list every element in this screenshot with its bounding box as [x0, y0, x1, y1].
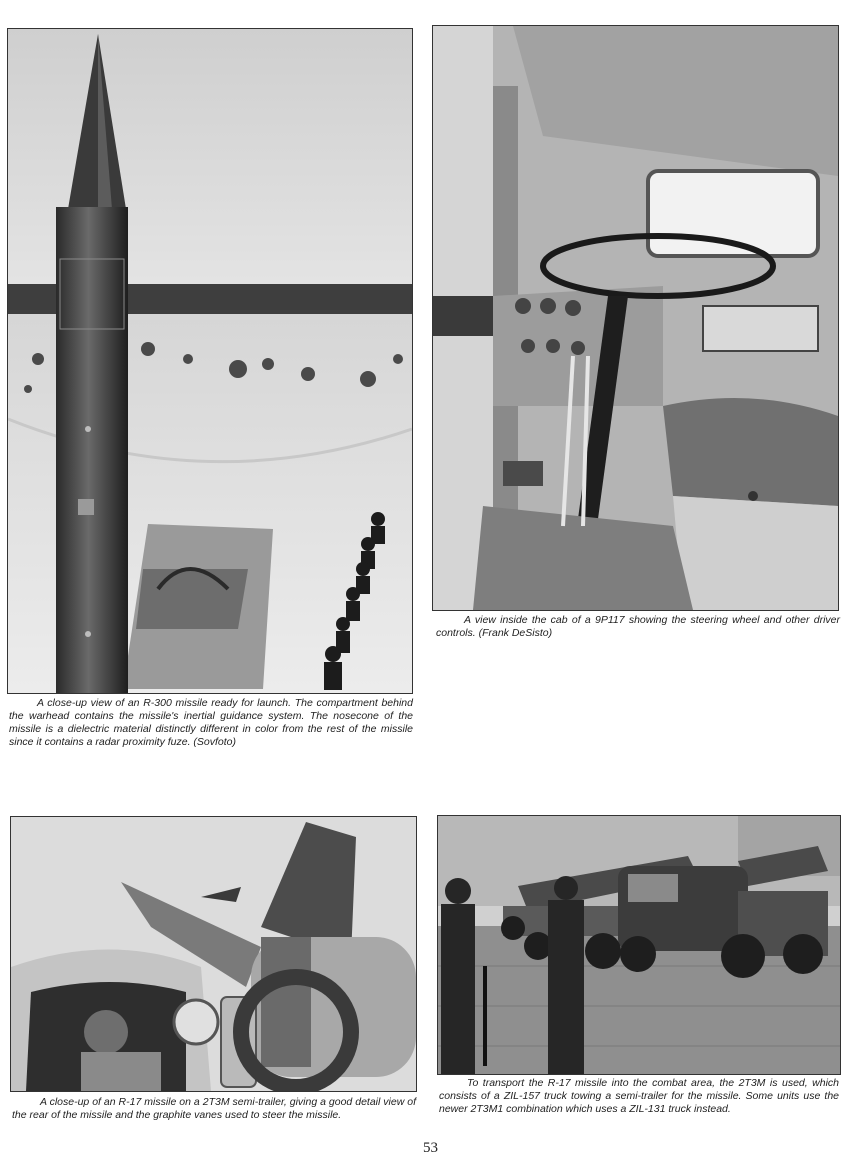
parade-transport-caption: To transport the R-17 missile into the combat area, the 2T3M is used, which consists of a ZIL-157 truck towing a semi-trailer for the missile. Some units use the newer 2T3M1 combination which uses a ZIL-131 truck instead.: [439, 1077, 839, 1115]
missile-closeup-image: [8, 29, 412, 693]
missile-closeup-photo: [7, 28, 413, 694]
semi-trailer-caption: A close-up of an R-17 missile on a 2T3M semi-trailer, giving a good detail view of the rear of the missile and the graphite vanes used to steer the missile.: [12, 1096, 416, 1121]
cab-interior-caption: A view inside the cab of a 9P117 showing the steering wheel and other driver controls. (Frank DeSisto): [436, 614, 840, 639]
semi-trailer-image: [11, 817, 416, 1091]
page-number: 53: [423, 1140, 438, 1156]
semi-trailer-photo: [10, 816, 417, 1092]
missile-closeup-caption: A close-up view of an R-300 missile ready for launch. The compartment behind the warhead contains the missile's inertial guidance system. The nosecone of the missile is a dielectric material distinctly different in color from the rest of the missile since it contains a radar proximity fuze. (Sovfoto): [9, 697, 413, 748]
parade-transport-photo: [437, 815, 841, 1075]
cab-interior-image: [433, 26, 838, 610]
cab-interior-photo: [432, 25, 839, 611]
parade-transport-image: [438, 816, 840, 1074]
